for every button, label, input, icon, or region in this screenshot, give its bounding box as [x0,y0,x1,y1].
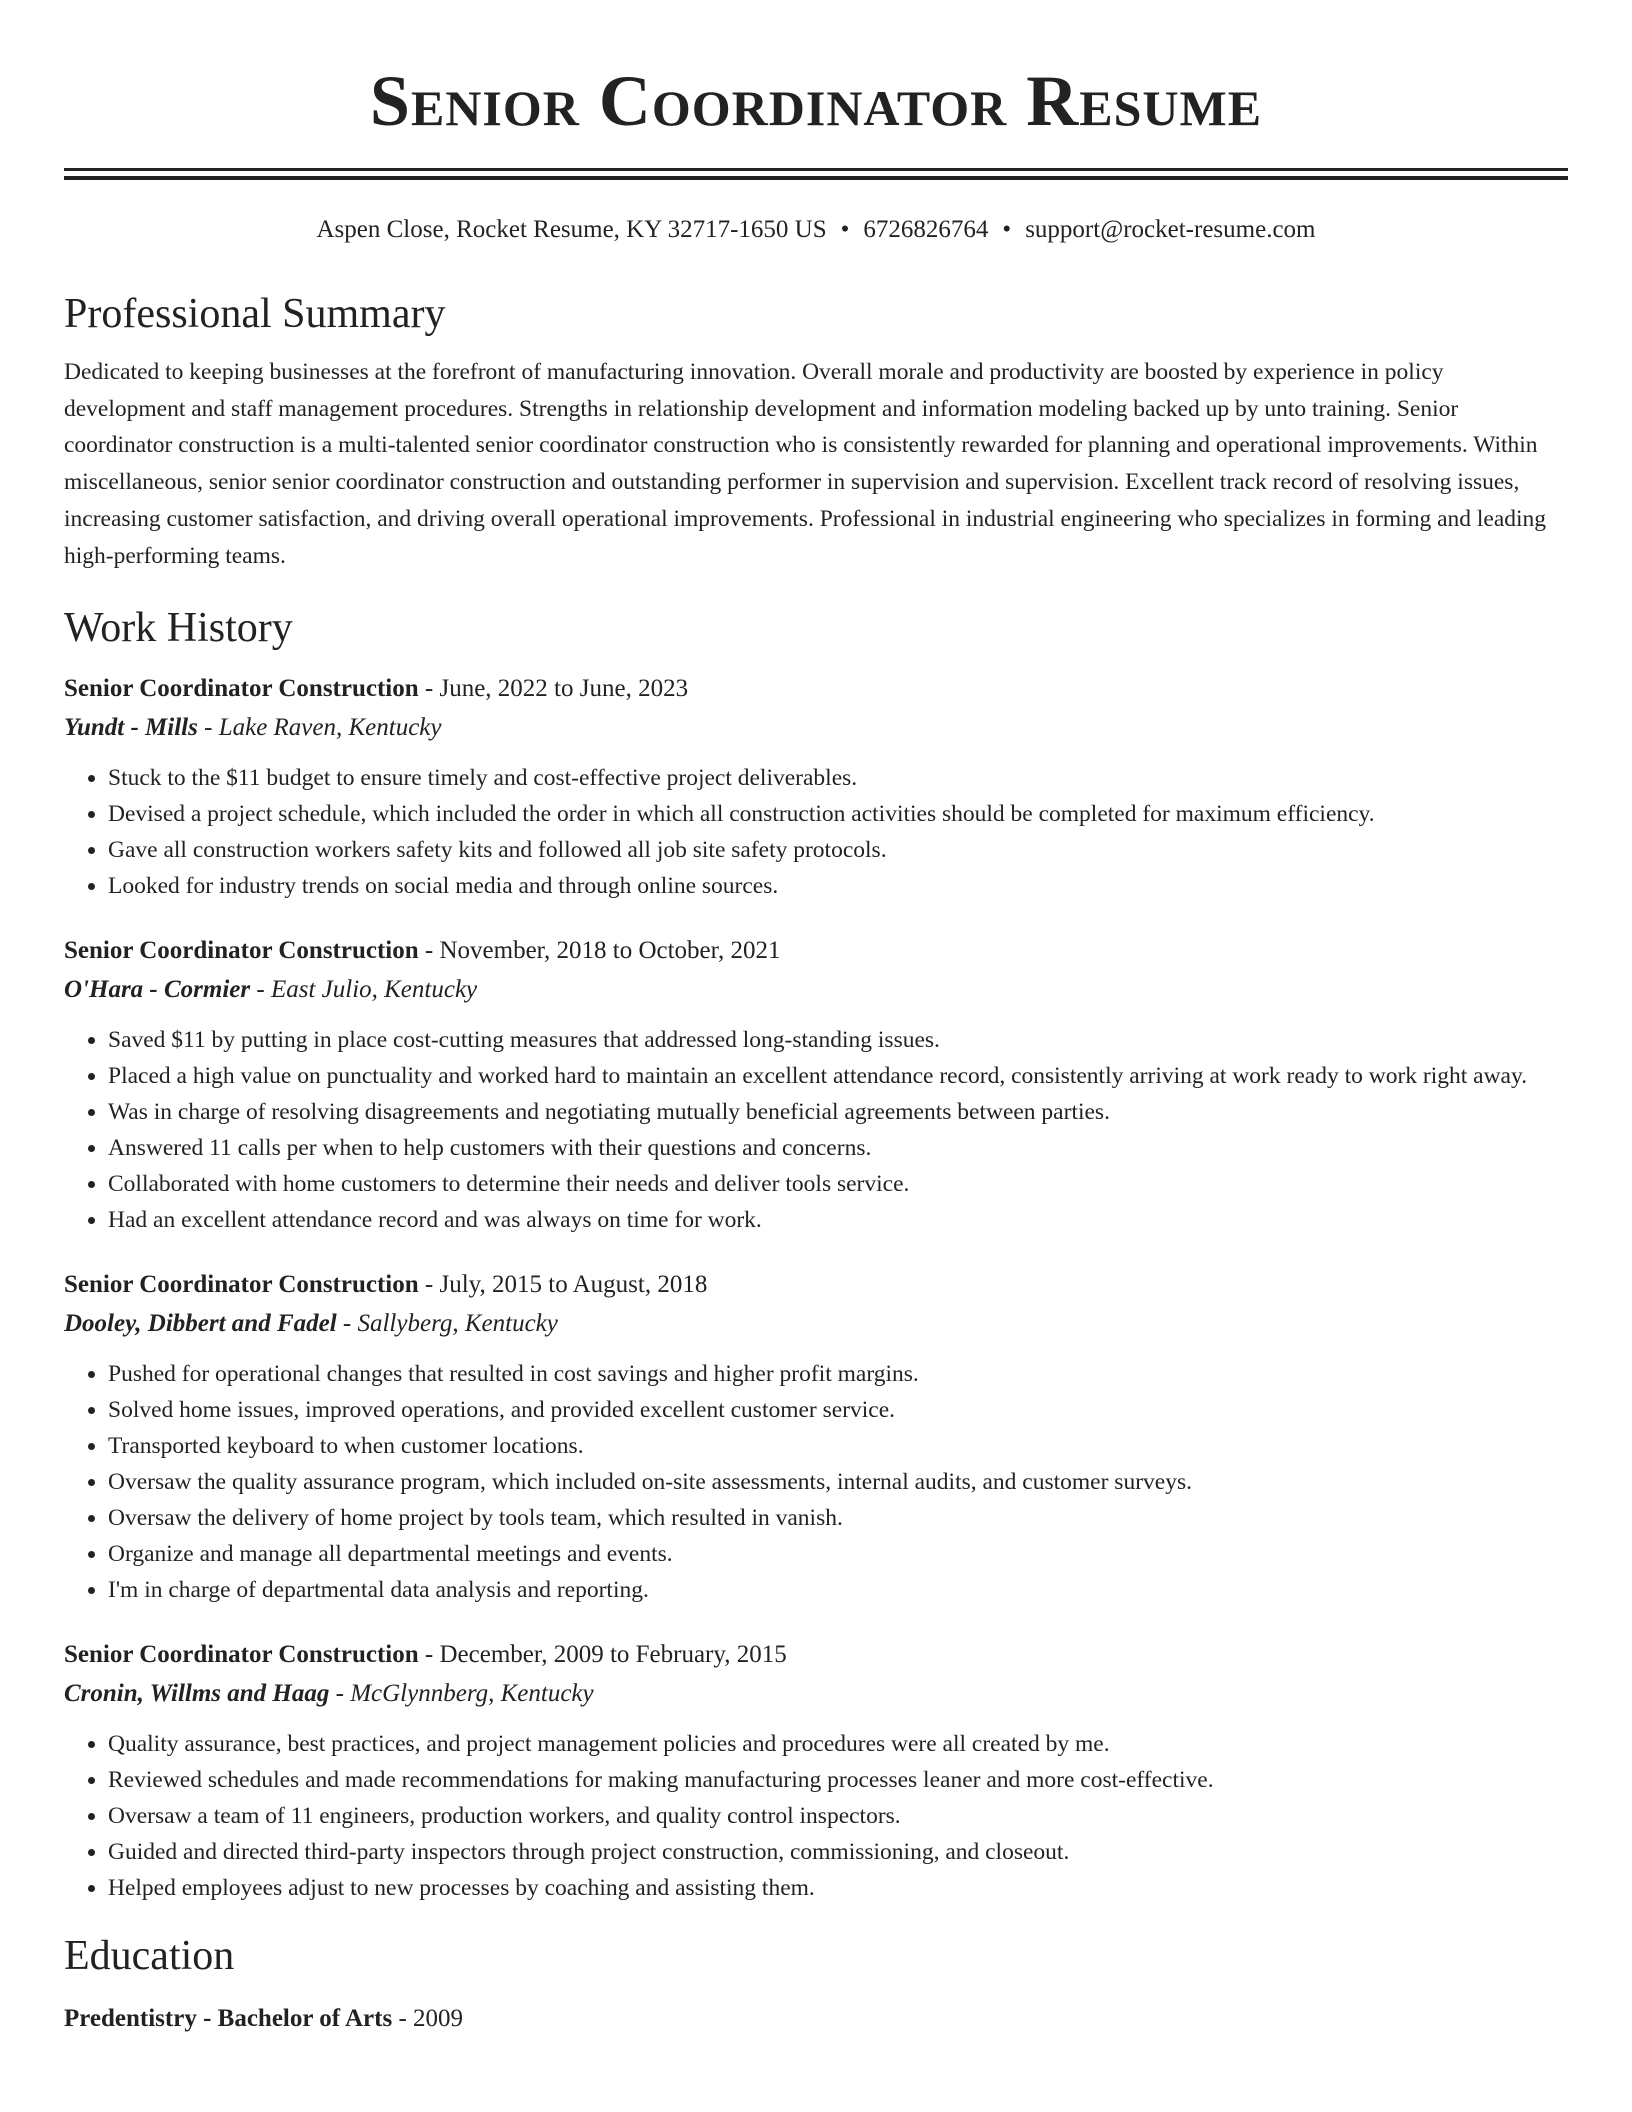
job-header: Senior Coordinator Construction - November, 2018 to October, 2021 [64,937,781,965]
job-entry [64,670,1568,904]
job-employer: Dooley, Dibbert and Fadel - Sallyberg, Kentucky [64,1310,558,1338]
job-bullet: • Saved $11 by putting in place cost-cutting measures that addressed long-standing issues. [108,1022,1568,1058]
education-entry: Predentistry - Bachelor of Arts - 2009 [64,2005,464,2033]
job-company: Yundt - Mills [64,714,198,742]
summary-text: Dedicated to keeping businesses at the forefront of manufacturing innovation. Overall morale and productivity are boosted by experience in policy development and staff management procedures. Strengths in relationship development and information modeling backed up by unto training. Senior coordinator construction is a multi-talented senior coordinator construction who is consistently rewarded for planning and operational improvements. Within miscellaneous, senior senior coordinator construction and outstanding performer in supervision and supervision. Excellent track record of resolving issues, increasing customer satisfaction, and driving overall operational improvements. Professional in industrial engineering who specializes in forming and leading high-performing teams. [64,359,1547,569]
job-bullet: • Was in charge of resolving disagreements and negotiating mutually beneficial agreements between parties. [108,1094,1568,1130]
summary-heading: Professional Summary [64,291,446,337]
job-bullet: • Devised a project schedule, which included the order in which all construction activities should be completed for maximum efficiency. [108,796,1568,832]
job-bullet: • Placed a high value on punctuality and worked hard to maintain an excellent attendance record, consistently arriving at work ready to work right away. [108,1058,1568,1094]
work-history-heading: Work History [64,605,293,652]
job-bullet: • Looked for industry trends on social media and through online sources. [108,868,1568,904]
job-bullet: • Quality assurance, best practices, and project management policies and procedures were all created by me. [108,1726,1568,1762]
job-employer: Cronin, Willms and Haag - McGlynnberg, Kentucky [64,1680,594,1708]
job-bullet: • Oversaw a team of 11 engineers, production workers, and quality control inspectors. [108,1798,1568,1834]
job-bullet: • Transported keyboard to when customer locations. [108,1428,1568,1464]
job-role: Senior Coordinator Construction [64,675,419,703]
contact-line [64,214,1568,246]
job-dates: December, 2009 to February, 2015 [439,1641,787,1669]
job-entry [64,1636,1568,1906]
job-bullet: • Reviewed schedules and made recommendations for making manufacturing processes leaner and more cost-effective. [108,1762,1568,1798]
job-location: Sallyberg, Kentucky [357,1310,558,1338]
job-role: Senior Coordinator Construction [64,1641,419,1669]
job-header: Senior Coordinator Construction - June, 2022 to June, 2023 [64,675,689,703]
job-company: Cronin, Willms and Haag [64,1680,330,1708]
job-bullets [64,1356,1568,1608]
job-employer: O'Hara - Cormier - East Julio, Kentucky [64,976,478,1004]
contact-separator: • [840,216,850,243]
job-role: Senior Coordinator Construction [64,937,419,965]
job-dates: June, 2022 to June, 2023 [439,675,689,703]
job-bullets [64,1022,1568,1238]
job-bullet: • Guided and directed third-party inspectors through project construction, commissioning, and closeout. [108,1834,1568,1870]
job-employer: Yundt - Mills - Lake Raven, Kentucky [64,714,442,742]
contact-email[interactable]: support@rocket-resume.com [1025,216,1316,243]
education-degree: Predentistry - Bachelor of Arts [64,2005,393,2033]
job-bullet: • Oversaw the delivery of home project by tools team, which resulted in vanish. [108,1500,1568,1536]
resume-page [64,0,1568,2038]
job-bullet: • Answered 11 calls per when to help customers with their questions and concerns. [108,1130,1568,1166]
job-entry [64,932,1568,1238]
job-company: Dooley, Dibbert and Fadel [64,1310,337,1338]
job-bullet: • Pushed for operational changes that resulted in cost savings and higher profit margins. [108,1356,1568,1392]
job-location: East Julio, Kentucky [270,976,478,1004]
resume-title: Senior Coordinator Resume [369,61,1263,141]
job-bullet: • Collaborated with home customers to determine their needs and deliver tools service. [108,1166,1568,1202]
job-bullet: • Gave all construction workers safety kits and followed all job site safety protocols. [108,832,1568,868]
title-divider [64,168,1568,180]
job-entry [64,1266,1568,1608]
contact-separator: • [1002,216,1012,243]
job-bullet: • Solved home issues, improved operations, and provided excellent customer service. [108,1392,1568,1428]
job-header: Senior Coordinator Construction - December, 2009 to February, 2015 [64,1641,787,1669]
job-bullet: • Oversaw the quality assurance program, which included on-site assessments, internal audits, and customer surveys. [108,1464,1568,1500]
job-location: McGlynnberg, Kentucky [350,1680,594,1708]
education-heading: Education [64,1933,235,1980]
job-company: O'Hara - Cormier [64,976,251,1004]
job-role: Senior Coordinator Construction [64,1271,419,1299]
job-bullet: • Had an excellent attendance record and was always on time for work. [108,1202,1568,1238]
job-bullet: • Helped employees adjust to new processes by coaching and assisting them. [108,1870,1568,1906]
job-bullet: • Organize and manage all departmental meetings and events. [108,1536,1568,1572]
education-year: 2009 [413,2005,464,2033]
contact-phone: 6726826764 [863,216,989,243]
job-header: Senior Coordinator Construction - July, 2015 to August, 2018 [64,1271,708,1299]
job-dates: November, 2018 to October, 2021 [439,937,781,965]
contact-address: Aspen Close, Rocket Resume, KY 32717-1650 US [316,216,827,243]
job-bullet: • I'm in charge of departmental data analysis and reporting. [108,1572,1568,1608]
job-bullets [64,760,1568,904]
job-bullet: • Stuck to the $11 budget to ensure timely and cost-effective project deliverables. [108,760,1568,796]
job-location: Lake Raven, Kentucky [218,714,442,742]
job-dates: July, 2015 to August, 2018 [439,1271,708,1299]
job-bullets [64,1726,1568,1906]
